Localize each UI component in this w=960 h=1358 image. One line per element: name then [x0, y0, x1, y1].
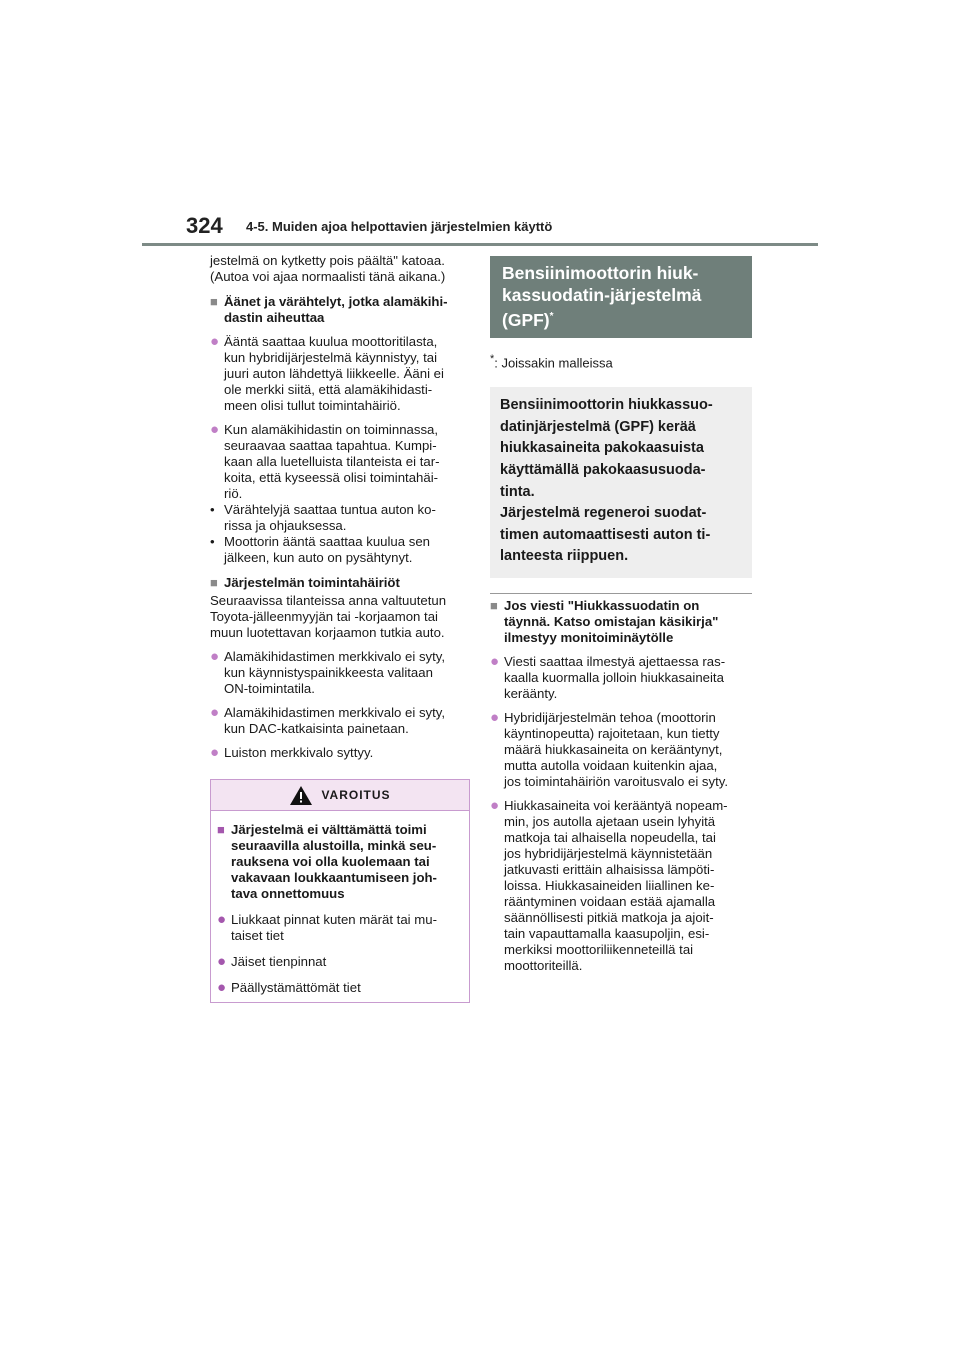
bullet-item: ● Alamäkihidastimen merkkivalo ei syty, kun DAC-katkaisinta painetaan. — [210, 704, 446, 736]
bullet-item: ● Ääntä saattaa kuulua moottoritilasta, kun hybridijärjestelmä käynnistyy, tai juuri auton lähdettyä liikkeelle. Ääni ei ole merkki siitä, että alamäkihidasti- meen olisi tullut toimintahäiriö. — [210, 333, 444, 413]
intro-box: Bensiinimoottorin hiukkassuo- datinjärjestelmä (GPF) kerää hiukkasaineita pakokaasuista käyttämällä pakokaasusuoda- tinta. Järjestelmä regeneroi suodat- timen automaattisesti auton ti- lanteesta riippuen. — [490, 387, 752, 578]
square-bullet-icon: ■ — [210, 575, 218, 590]
bullet-item: ● Luiston merkkivalo syttyy. — [210, 744, 374, 761]
circle-bullet-icon: ● — [210, 744, 220, 761]
section-title-gpf: Bensiinimoottorin hiuk- kassuodatin-järjestelmä (GPF)* — [490, 256, 752, 338]
paragraph: Seuraavissa tilanteissa anna valtuutetun Toyota-jälleenmyyjän tai -korjaamon tai muun luotettavan korjaamon tutkia auto. — [210, 593, 447, 640]
square-bullet-icon: ■ — [210, 294, 218, 309]
circle-bullet-icon: ● — [210, 704, 220, 721]
dot-marker-icon: • — [210, 502, 215, 517]
continued-text: jestelmä on kytketty pois päältä" katoaa. (Autoa voi ajaa normaalisti tänä aikana.) — [210, 253, 446, 284]
subheading-sounds: ■ Äänet ja värähtelyt, jotka alamäkihi- dastin aiheuttaa — [210, 294, 448, 325]
circle-bullet-icon: ● — [490, 652, 500, 670]
circle-bullet-icon: ● — [490, 796, 500, 814]
bullet-item: ● Alamäkihidastimen merkkivalo ei syty, kun käynnistyspainikkeesta valitaan ON-toimintatila. — [210, 648, 446, 696]
bullet-item: ● Hybridijärjestelmän tehoa (moottorin käyntinopeutta) rajoitetaan, kun tietty määrä hiukkasaineita on kerääntynyt, mutta autolla voidaan kuitenkin ajaa, jos toimintahäiriön varoitusvalo ei syty. — [490, 708, 729, 789]
circle-bullet-icon: ● — [210, 648, 220, 665]
warning-item: ● Liukkaat pinnat kuten märät tai mu- taiset tiet — [217, 911, 437, 943]
bullet-item: ● Viesti saattaa ilmestyä ajettaessa ras- kaalla kuormalla jolloin hiukkasaineita keräänty. — [490, 652, 726, 701]
dot-marker-icon: • — [210, 534, 215, 549]
divider — [490, 593, 752, 594]
warning-item: ● Päällystämättömät tiet — [217, 979, 361, 996]
section-header-title: 4-5. Muiden ajoa helpottavien järjestelmien käyttö — [246, 219, 553, 234]
square-bullet-icon: ■ — [217, 822, 225, 837]
circle-bullet-icon: ● — [217, 953, 227, 970]
sub-list-item: • Moottorin ääntä saattaa kuulua sen jälkeen, kun auto on pysähtynyt. — [210, 534, 431, 565]
subheading-malfunctions: ■ Järjestelmän toimintahäiriöt — [210, 575, 400, 590]
circle-bullet-icon: ● — [490, 708, 500, 726]
warning-heading: ■ Järjestelmä ei välttämättä toimi seuraavilla alustoilla, minkä seu- rauksena voi olla kuolemaan tai vakavaan loukkaantumiseen joh- tava onnettomuus — [217, 822, 437, 901]
left-column — [210, 253, 472, 1003]
bullet-item: ● Hiukkasaineita voi kerääntyä nopeam- min, jos autolla ajetaan usein lyhyitä matkoja tai alhaisella nopeudella, tai jos hybridijärjestelmä käynnistetään jatkuvasti erittäin alhaisissa lämpöti- loissa. Hiukkasaineiden liiallinen ke- rääntyminen voidaan estää ajamalla säännöllisesti pitkiä matkoja ja ajoit- tain vapauttamalla kaasupoljin, esi- merkiksi moottoriliikenneteillä tai moottoriteillä. — [490, 796, 728, 973]
warning-label: VAROITUS — [321, 788, 391, 802]
bullet-item: ● Kun alamäkihidastin on toiminnassa, seuraavaa saattaa tapahtua. Kumpi- kaan alla luetelluista tilanteista ei tar- koita, että kyseessä olisi toimintahäi- riö. • Värähtelyjä saattaa tuntua auton ko- rissa ja ohjauksessa. • Moottorin ääntä saattaa kuulua sen jälkeen, kun auto on pysähtynyt. — [210, 421, 440, 565]
footnote: *: Joissakin malleissa — [490, 352, 613, 371]
sub-list-item: • Värähtelyjä saattaa tuntua auton ko- rissa ja ohjauksessa. — [210, 502, 436, 533]
circle-bullet-icon: ● — [217, 911, 227, 928]
asterisk-mark: * — [549, 311, 554, 322]
warning-box — [210, 779, 470, 1003]
page-number: 324 — [186, 213, 223, 238]
right-column — [490, 256, 752, 974]
circle-bullet-icon: ● — [217, 979, 227, 996]
warning-header — [211, 780, 469, 811]
square-bullet-icon: ■ — [490, 597, 498, 613]
warning-triangle-icon — [289, 785, 313, 806]
circle-bullet-icon: ● — [210, 421, 220, 438]
warning-item: ● Jäiset tienpinnat — [217, 953, 327, 970]
subheading-filter-message: ■ Jos viesti "Hiukkassuodatin on täynnä. Katso omistajan käsikirja" ilmestyy monitoiminäytölle — [490, 597, 719, 645]
header-rule — [142, 243, 818, 246]
circle-bullet-icon: ● — [210, 333, 220, 350]
footnote-mark: * — [490, 352, 495, 365]
